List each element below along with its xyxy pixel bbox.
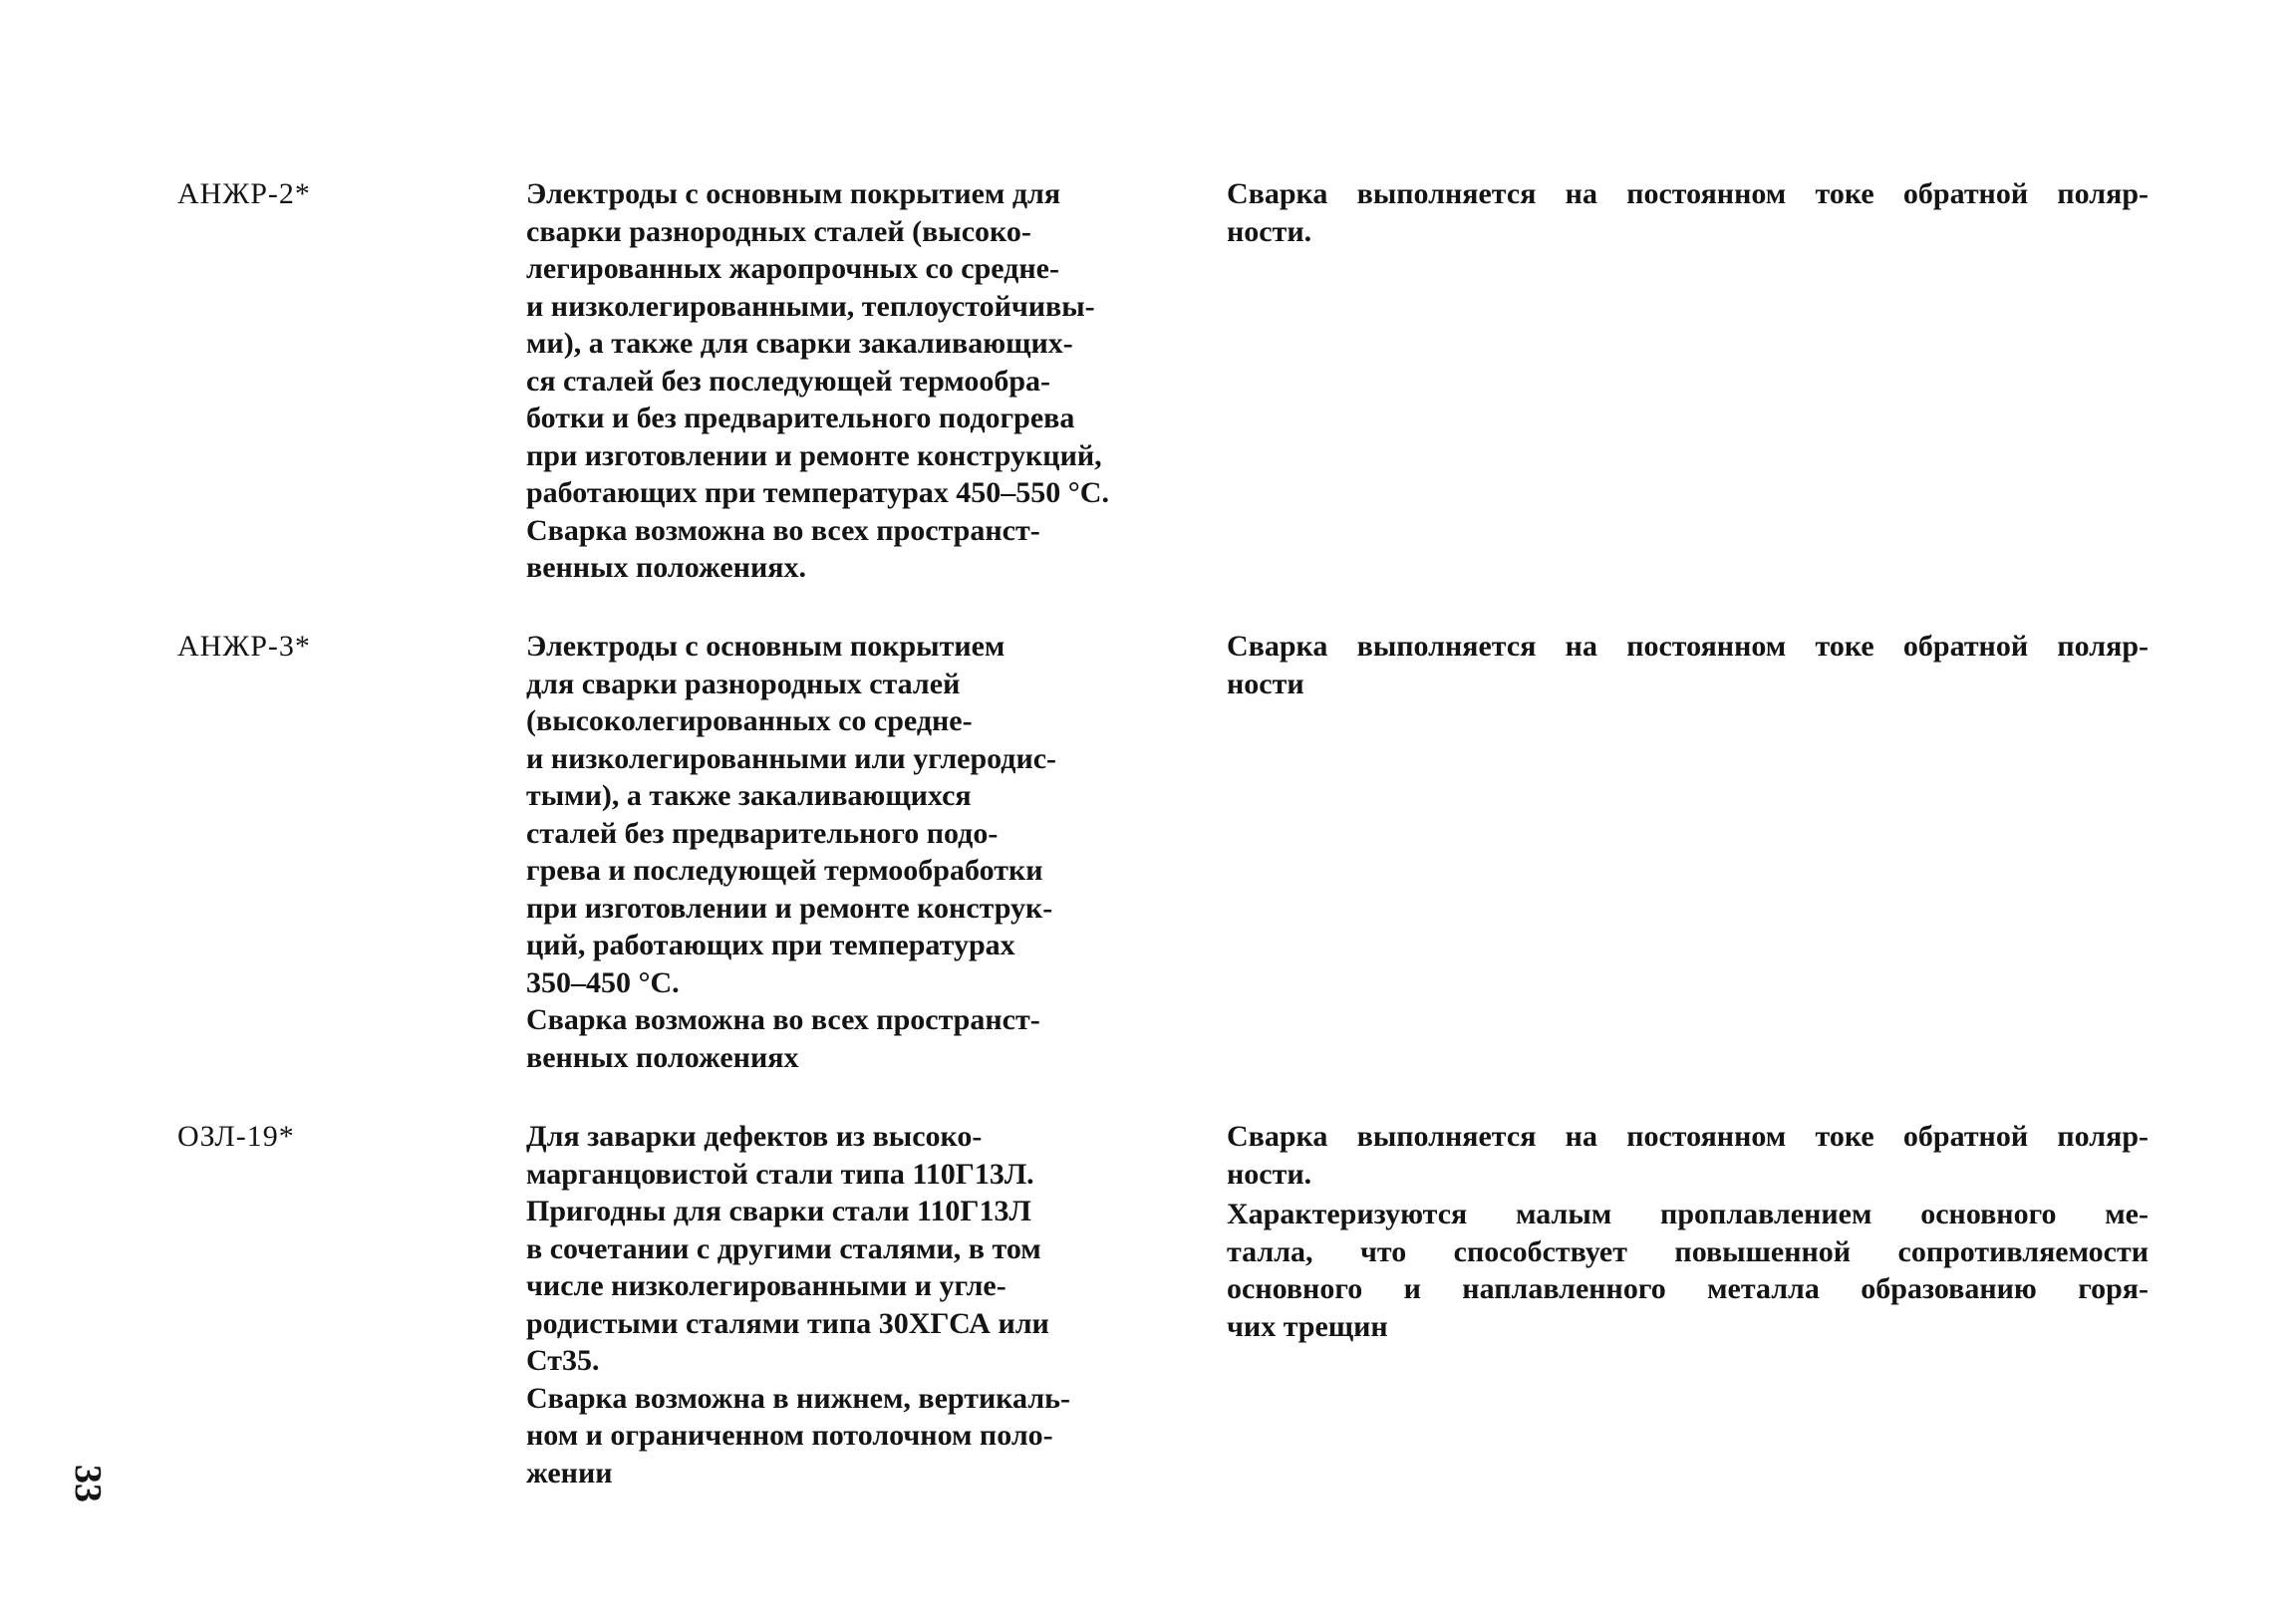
- description-line: и низколегированными, теплоустойчивы-: [526, 289, 1095, 323]
- description-line: марганцовистой стали типа 110Г13Л.: [526, 1157, 1034, 1191]
- welding-note: [1227, 1118, 2149, 1345]
- description-line: Для заварки дефектов из высоко-: [526, 1120, 983, 1153]
- electrode-description: [526, 628, 1224, 1076]
- note-line: ности: [1227, 667, 1304, 700]
- description-line: и низколегированными или углеродис-: [526, 741, 1057, 775]
- electrode-description: [526, 175, 1224, 587]
- electrode-grade: АНЖР-3*: [177, 630, 311, 663]
- note-line: Сварка выполняется на постоянном токе обратной поляр-: [1227, 630, 2149, 663]
- note-paragraph: [1227, 1118, 2149, 1193]
- welding-note: [1227, 175, 2149, 250]
- description-line: ном и ограниченном потолочном поло-: [526, 1419, 1053, 1452]
- electrode-grade: АНЖР-2*: [177, 177, 311, 210]
- welding-note: [1227, 628, 2149, 702]
- description-line: Сварка возможна в нижнем, вертикаль-: [526, 1381, 1071, 1415]
- note-line: ности.: [1227, 1157, 1312, 1191]
- note-paragraph: [1227, 628, 2149, 702]
- description-line: Электроды с основным покрытием: [526, 630, 1005, 663]
- note-line: основного и наплавленного металла образованию горя-: [1227, 1272, 2149, 1305]
- note-line: Сварка выполняется на постоянном токе обратной поляр-: [1227, 177, 2149, 210]
- description-line: венных положениях.: [526, 551, 806, 584]
- page-number: 33: [67, 1465, 109, 1502]
- electrode-description: [526, 1118, 1224, 1491]
- description-line: (высоколегированных со средне-: [526, 704, 973, 737]
- note-line: Характеризуются малым проплавлением основного ме-: [1227, 1198, 2149, 1230]
- description-line: родистыми сталями типа 30ХГСА или: [526, 1306, 1049, 1340]
- description-line: 350–450 °С.: [526, 965, 680, 999]
- description-line: ся сталей без последующей термообра-: [526, 364, 1051, 398]
- electrode-grade: ОЗЛ-19*: [177, 1120, 295, 1153]
- description-line: ботки и без предварительного подогрева: [526, 402, 1075, 434]
- description-line: Сварка возможна во всех пространст-: [526, 513, 1040, 547]
- note-line: ности.: [1227, 214, 1312, 248]
- description-line: при изготовлении и ремонте конструк-: [526, 891, 1053, 925]
- note-line: чих трещин: [1227, 1309, 1388, 1343]
- description-line: Электроды с основным покрытием для: [526, 177, 1061, 210]
- note-paragraph: [1227, 1196, 2149, 1345]
- description-line: Пригодны для сварки стали 110Г13Л: [526, 1195, 1031, 1227]
- description-line: для сварки разнородных сталей: [526, 667, 961, 700]
- description-line: числе низколегированными и угле-: [526, 1269, 1006, 1302]
- description-line: Ст35.: [526, 1344, 600, 1377]
- description-line: венных положениях: [526, 1040, 799, 1074]
- note-line: талла, что способствует повышенной сопротивляемости: [1227, 1234, 2149, 1268]
- description-line: тыми), а также закаливающихся: [526, 779, 972, 812]
- description-line: в сочетании с другими сталями, в том: [526, 1231, 1041, 1265]
- note-line: Сварка выполняется на постоянном токе обратной поляр-: [1227, 1120, 2149, 1153]
- description-line: сварки разнородных сталей (высоко-: [526, 214, 1031, 248]
- description-line: жении: [526, 1456, 613, 1489]
- description-line: легированных жаропрочных со средне-: [526, 252, 1059, 285]
- description-line: ций, работающих при температурах: [526, 929, 1015, 961]
- description-line: при изготовлении и ремонте конструкций,: [526, 438, 1102, 472]
- description-line: ми), а также для сварки закаливающих-: [526, 327, 1073, 360]
- description-line: работающих при температурах 450–550 °С.: [526, 476, 1109, 509]
- description-line: сталей без предварительного подо-: [526, 816, 999, 850]
- description-line: грева и последующей термообработки: [526, 854, 1043, 887]
- note-paragraph: [1227, 175, 2149, 250]
- description-line: Сварка возможна во всех пространст-: [526, 1003, 1040, 1036]
